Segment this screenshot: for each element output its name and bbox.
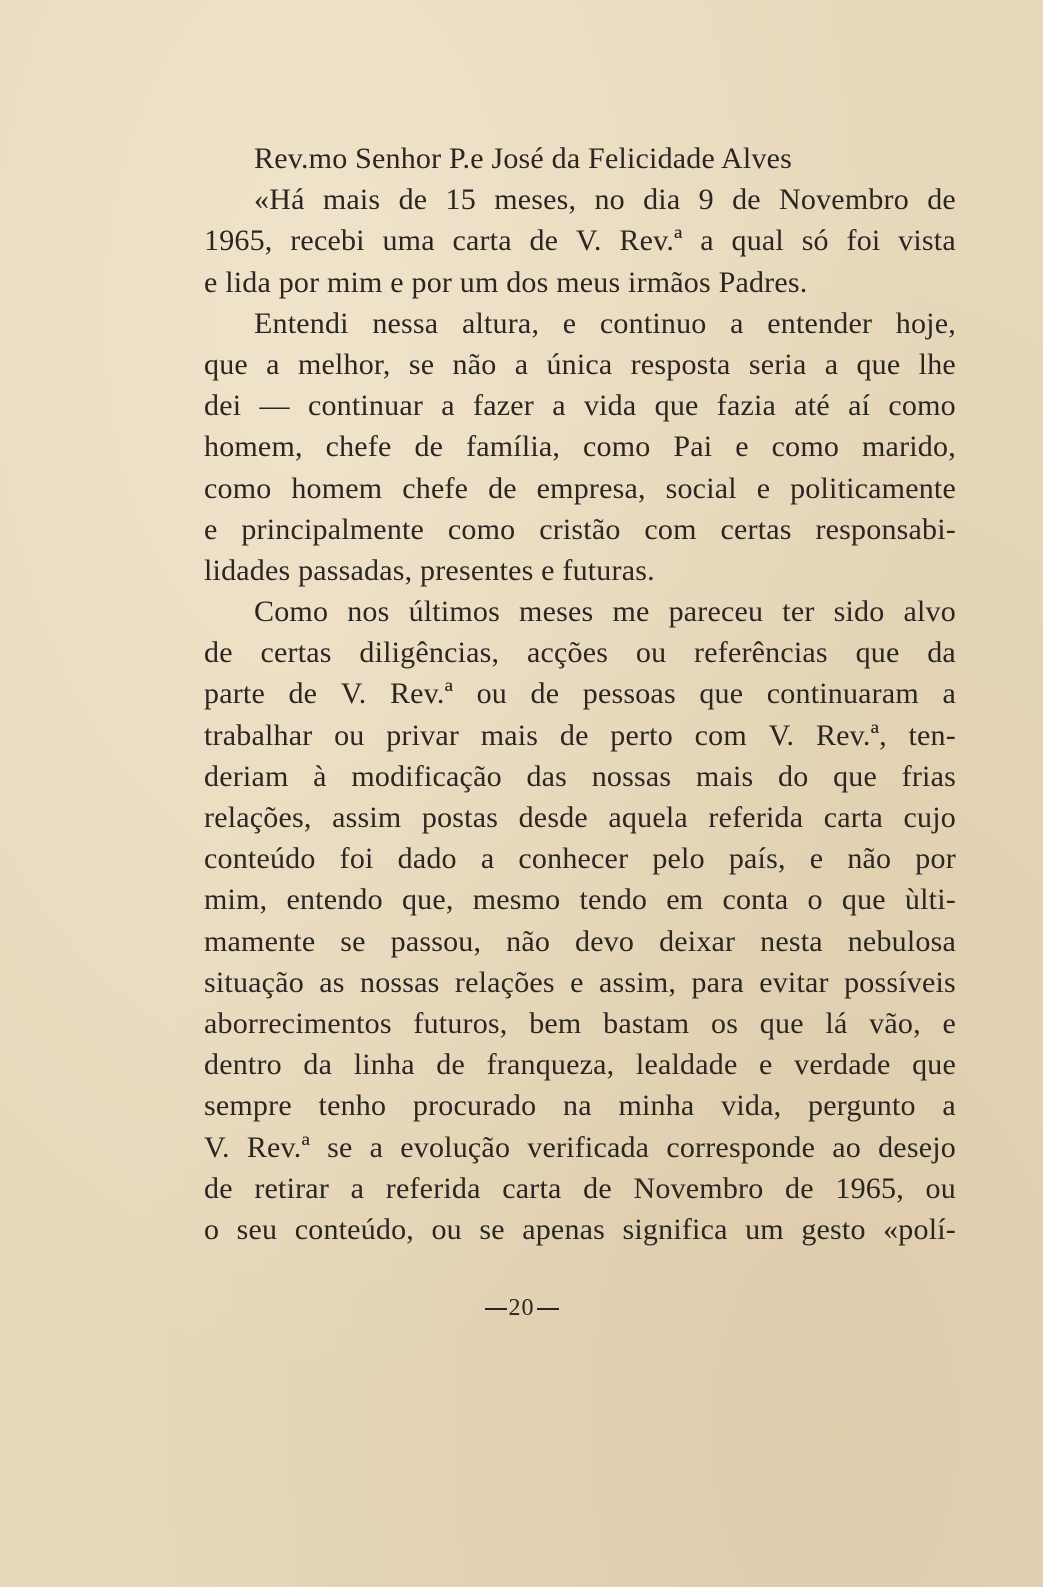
text-line: Rev.mo Senhor P.e José da Felicidade Alves [254,142,793,175]
text-line: conteúdo foi dado a conhecer pelo país, e não por [204,842,956,876]
text-line: o seu conteúdo, ou se apenas significa um gesto «polí- [204,1212,956,1246]
text-line: parte de V. Rev.ª ou de pessoas que continuaram a [204,677,956,711]
text-line: e principalmente como cristão com certas responsabi- [204,512,956,546]
text-line: aborrecimentos futuros, bem bastam os que lá vão, e [204,1006,956,1040]
text-line: V. Rev.ª se a evolução verificada corresponde ao desejo [204,1130,956,1164]
text-line: 1965, recebi uma carta de V. Rev.ª a qual só foi vista [204,224,956,258]
text-line: «Há mais de 15 meses, no dia 9 de Novembro de [254,183,956,217]
text-line: lidades passadas, presentes e futuras. [204,553,655,587]
text-line: de certas diligências, acções ou referências que da [204,636,956,670]
page-number [0,1295,1043,1322]
text-line: Entendi nessa altura, e continuo a entender hoje, [254,306,956,340]
text-line: mamente se passou, não devo deixar nesta nebulosa [204,924,956,958]
text-line: relações, assim postas desde aquela referida carta cujo [204,801,956,834]
text-line: situação as nossas relações e assim, para evitar possíveis [204,965,956,999]
text-line: como homem chefe de empresa, social e politicamente [204,471,956,505]
text-line: dentro da linha de franqueza, lealdade e verdade que [204,1048,956,1082]
folio-dash-left [485,1308,507,1310]
text-line: dei — continuar a fazer a vida que fazia até aí como [204,389,956,423]
text-line: que a melhor, se não a única resposta seria a que lhe [204,347,956,381]
text-line: Como nos últimos meses me pareceu ter sido alvo [254,595,956,629]
text-line: trabalhar ou privar mais de perto com V. Rev.ª, ten- [204,718,956,752]
text-line: deriam à modificação das nossas mais do que frias [204,759,956,793]
text-line: mim, entendo que, mesmo tendo em conta o que ùlti- [204,883,956,917]
text-line: e lida por mim e por um dos meus irmãos Padres. [204,265,808,299]
text-line: de retirar a referida carta de Novembro de 1965, ou [204,1171,956,1205]
page-number-value: 20 [508,1295,535,1321]
text-line: homem, chefe de família, como Pai e como marido, [204,430,956,464]
text-line: sempre tenho procurado na minha vida, pergunto a [204,1089,956,1123]
folio-dash-right [537,1308,559,1310]
body-text [204,138,956,1250]
